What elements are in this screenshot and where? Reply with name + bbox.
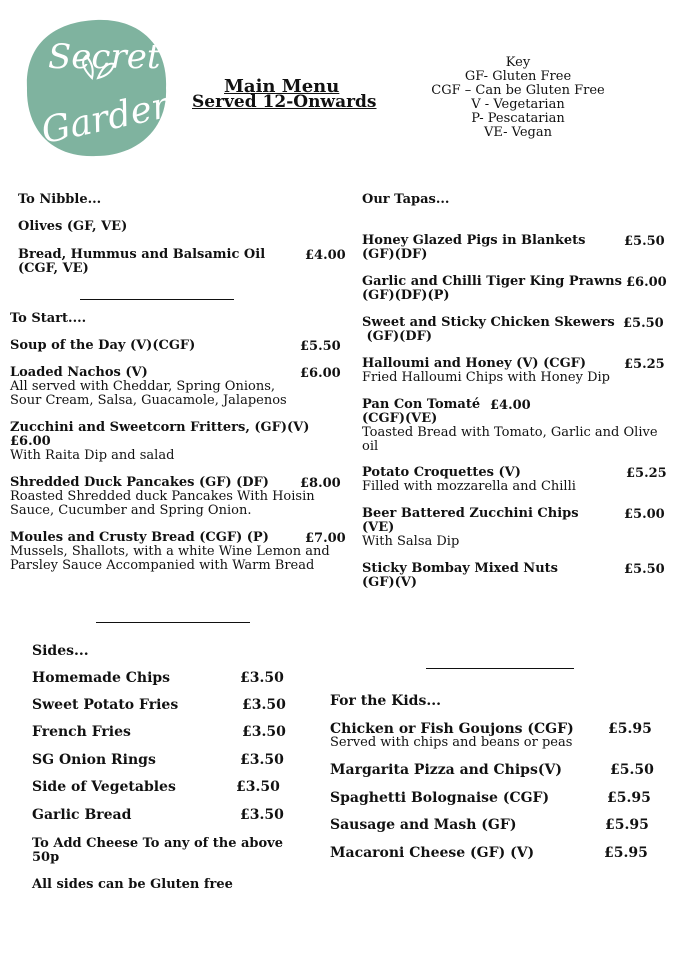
menu-item-name: Soup of the Day (V)(CGF) [10, 338, 196, 353]
menu-item-tags: (GF)(V) [362, 575, 418, 590]
secret-garden-logo [22, 16, 170, 160]
menu-item-price: £5.50 [300, 339, 341, 354]
menu-item-tags: (CGF)(VE) [362, 411, 438, 426]
menu-item-tags: (GF)(DF) [362, 329, 432, 344]
menu-item-desc: Roasted Shredded duck Pancakes With Hoisin [10, 489, 315, 504]
menu-subtitle: Served 12-Onwards [192, 92, 377, 112]
menu-item-price: £4.00 [490, 398, 531, 413]
cheese-note: To Add Cheese To any of the above [32, 836, 284, 851]
menu-item-name: Beer Battered Zucchini Chips [362, 506, 579, 521]
kids-item-name: Macaroni Cheese (GF) (V) [330, 845, 535, 861]
gluten-free-note: All sides can be Gluten free [32, 877, 233, 892]
menu-item-tags: (GF)(DF)(P) [362, 288, 450, 303]
side-item-name: Garlic Bread [32, 807, 132, 823]
menu-item-desc: Parsley Sauce Accompanied with Warm Bread [10, 558, 315, 573]
side-item-name: Sweet Potato Fries [32, 697, 179, 713]
kids-heading: For the Kids... [330, 693, 441, 709]
menu-item-price: £6.00 [10, 434, 51, 449]
kids-item-name: Sausage and Mash (GF) [330, 817, 517, 833]
key-line: VE- Vegan [484, 125, 552, 140]
menu-item-name: Potato Croquettes (V) [362, 465, 521, 480]
menu-item-name: Halloumi and Honey (V) (CGF) [362, 356, 587, 371]
menu-item-price: £5.50 [624, 562, 665, 577]
menu-item-price: £5.00 [624, 507, 665, 522]
kids-item-price: £5.95 [605, 817, 649, 833]
menu-item-name: Pan Con Tomaté [362, 397, 481, 412]
menu-item-price: £6.00 [626, 275, 667, 290]
menu-item-tags: (VE) [362, 520, 395, 535]
key-line: P- Pescatarian [471, 111, 565, 126]
cheese-price: 50p [32, 850, 60, 865]
sides-heading: Sides... [32, 643, 89, 659]
key-line: CGF – Can be Gluten Free [431, 83, 605, 98]
menu-item-tags: (GF)(DF) [362, 247, 428, 262]
menu-item-name: Zucchini and Sweetcorn Fritters, (GF)(V) [10, 420, 310, 435]
menu-item-desc: oil [362, 439, 379, 454]
menu-item-price: £5.50 [624, 234, 665, 249]
menu-item-name: Bread, Hummus and Balsamic Oil [18, 247, 266, 262]
side-item-price: £3.50 [236, 779, 280, 795]
divider [96, 622, 250, 623]
kids-item-name: Margarita Pizza and Chips(V) [330, 762, 562, 778]
kids-item-price: £5.95 [604, 845, 648, 861]
menu-item-desc: With Raita Dip and salad [10, 448, 175, 463]
divider [426, 668, 574, 669]
menu-item-desc: Mussels, Shallots, with a white Wine Lemon and [10, 544, 330, 559]
menu-item-desc: Fried Halloumi Chips with Honey Dip [362, 370, 610, 385]
side-item-name: Homemade Chips [32, 670, 171, 686]
side-item-price: £3.50 [242, 697, 286, 713]
kids-item-desc: Served with chips and beans or peas [330, 735, 573, 750]
menu-item-tags: (CGF, VE) [18, 261, 89, 276]
menu-item-desc: Toasted Bread with Tomato, Garlic and Olive [362, 425, 658, 440]
menu-title: Main Menu [224, 76, 340, 97]
menu-item-name: Moules and Crusty Bread (CGF) (P) [10, 530, 269, 545]
menu-item-price: £5.25 [624, 357, 665, 372]
logo-line2: Garden [37, 83, 170, 153]
menu-item-price: £4.00 [305, 248, 346, 263]
kids-item-name: Spaghetti Bolognaise (CGF) [330, 790, 550, 806]
side-item-price: £3.50 [240, 752, 284, 768]
start-heading: To Start.... [10, 311, 87, 326]
key-line: V - Vegetarian [471, 97, 565, 112]
side-item-price: £3.50 [242, 724, 286, 740]
menu-item-price: £7.00 [305, 531, 346, 546]
menu-item-name: Sweet and Sticky Chicken Skewers [362, 315, 615, 330]
kids-item-price: £5.50 [610, 762, 654, 778]
divider [80, 299, 234, 300]
menu-item-desc: All served with Cheddar, Spring Onions, [10, 379, 275, 394]
kids-item-price: £5.95 [607, 790, 651, 806]
menu-item-price: £8.00 [300, 476, 341, 491]
menu-item-price: £6.00 [300, 366, 341, 381]
menu-item-name: Honey Glazed Pigs in Blankets [362, 233, 586, 248]
menu-item-name: Sticky Bombay Mixed Nuts [362, 561, 558, 576]
tapas-heading: Our Tapas... [362, 192, 450, 207]
kids-item-name: Chicken or Fish Goujons (CGF) [330, 721, 574, 737]
side-item-name: SG Onion Rings [32, 752, 156, 768]
menu-item-name: Garlic and Chilli Tiger King Prawns [362, 274, 622, 289]
key-title: Key [505, 55, 531, 70]
menu-item-name: Shredded Duck Pancakes (GF) (DF) [10, 475, 269, 490]
dietary-key [418, 56, 618, 140]
menu-item-price: £5.50 [623, 316, 664, 331]
menu-item-desc: Filled with mozzarella and Chilli [362, 479, 576, 494]
menu-item-desc: Sauce, Cucumber and Spring Onion. [10, 503, 252, 518]
menu-item-name: Olives (GF, VE) [18, 219, 128, 234]
menu-item-desc: Sour Cream, Salsa, Guacamole, Jalapenos [10, 393, 287, 408]
logo-line1: Secret [48, 37, 161, 77]
menu-item-name: Loaded Nachos (V) [10, 365, 148, 380]
key-line: GF- Gluten Free [464, 69, 572, 84]
side-item-price: £3.50 [240, 807, 284, 823]
nibble-heading: To Nibble... [18, 192, 102, 207]
side-item-price: £3.50 [240, 670, 284, 686]
side-item-name: French Fries [32, 724, 131, 740]
side-item-name: Side of Vegetables [32, 779, 176, 795]
menu-item-price: £5.25 [626, 466, 667, 481]
menu-item-desc: With Salsa Dip [362, 534, 460, 549]
kids-item-price: £5.95 [608, 721, 652, 737]
